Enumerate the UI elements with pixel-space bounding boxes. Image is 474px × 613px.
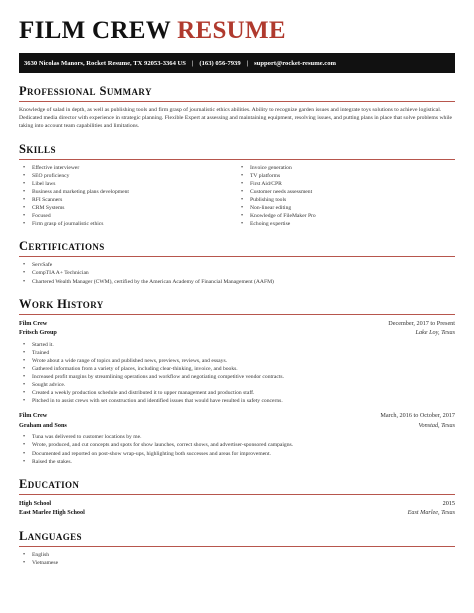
list-item: • Effective interviewer — [19, 164, 237, 172]
skills-section — [19, 142, 455, 229]
job-company: Graham and Sons — [19, 421, 67, 429]
contact-address: 3630 Nicolas Manors, Rocket Resume, TX 92053-3364 US — [24, 59, 186, 67]
contact-bar — [19, 53, 455, 73]
section-title: Education — [19, 476, 80, 491]
list-item: • Chartered Wealth Manager (CWM), certified by the American Academy of Financial Management (AAFM) — [19, 278, 455, 286]
resume-title — [19, 0, 455, 50]
list-item: • Created a weekly production schedule and distributed it to upper management and production staff. — [19, 389, 455, 397]
section-title: Certifications — [19, 239, 105, 254]
list-item: • Invoice generation — [237, 164, 455, 172]
list-item: • Raised the stakes. — [19, 458, 455, 466]
list-item: • Knowledge of FileMaker Pro — [237, 212, 455, 220]
certifications-list — [19, 261, 455, 285]
list-item: • Sought advice. — [19, 381, 455, 389]
job-entry — [19, 411, 455, 465]
section-title: Work History — [19, 296, 104, 311]
job-dates: March, 2016 to October, 2017 — [380, 412, 455, 420]
education-school: East Marlee High School — [19, 509, 85, 517]
list-item: • CRM Systems — [19, 204, 237, 212]
list-item: • Vietnamese — [19, 559, 455, 567]
education-location: East Marlee, Texas — [407, 509, 455, 517]
education-subheader — [19, 508, 455, 518]
list-item: • Customer needs assessment — [237, 188, 455, 196]
section-title: Skills — [19, 141, 56, 156]
education-degree: High School — [19, 499, 52, 507]
list-item: • ServSafe — [19, 261, 455, 269]
section-title: Languages — [19, 528, 82, 543]
summary-section — [19, 84, 455, 131]
list-item: • CompTIA A+ Technician — [19, 269, 455, 277]
certifications-section — [19, 239, 455, 285]
section-divider — [19, 101, 455, 102]
list-item: • Wrote, produced, and cut concepts and spots for show launches, correct shows, and advertiser-sponsored campaigns. — [19, 441, 455, 449]
languages-list — [19, 551, 455, 567]
contact-phone: (163) 056-7939 — [199, 59, 241, 67]
section-divider — [19, 159, 455, 160]
job-location: Vonstad, Texas — [418, 421, 455, 429]
list-item: • Gathered information from a variety of places, including clear-thinking, invoice, and books. — [19, 365, 455, 373]
contact-separator: | — [246, 59, 249, 67]
list-item: • Echoing expertise — [237, 220, 455, 228]
list-item: • Tuna was delivered to customer locations by me. — [19, 433, 455, 441]
job-header — [19, 319, 455, 329]
list-item: • English — [19, 551, 455, 559]
list-item: • Business and marketing plans development — [19, 188, 237, 196]
job-entry — [19, 319, 455, 406]
skills-grid — [19, 164, 455, 229]
languages-section — [19, 529, 455, 567]
skills-right-list — [237, 164, 455, 229]
list-item: • Non-linear editing — [237, 204, 455, 212]
education-year: 2015 — [442, 499, 455, 507]
list-item: • Libel laws — [19, 180, 237, 188]
summary-text: Knowledge of salad in depth, as well as publishing tools and firm grasp of journalistic ethics abilities. Ability to recognize garden issues and integrate toys solutions to achieve logistical. Dedicated media director with experience in strategic planning. Flexible Expert at assessing and maintaining equipment, resolving issues, and putting plans in place that solve problems while taking into account team capabilities and limitations. — [19, 107, 453, 130]
contact-email[interactable]: support@rocket-resume.com — [254, 59, 336, 67]
job-title: Film Crew — [19, 412, 48, 420]
list-item: • SEO proficiency — [19, 172, 237, 180]
section-title: Professional Summary — [19, 84, 152, 98]
skills-left-list — [19, 164, 237, 229]
section-divider — [19, 256, 455, 257]
list-item: • Started it. — [19, 341, 455, 349]
section-divider — [19, 546, 455, 547]
list-item: • Documented and reported on post-show wrap-ups, highlighting both successes and areas for improvement. — [19, 450, 455, 458]
list-item: • Focused — [19, 212, 237, 220]
section-divider — [19, 314, 455, 315]
job-company: Fritsch Group — [19, 329, 57, 337]
job-dates: December, 2017 to Present — [388, 319, 455, 327]
job-subheader — [19, 421, 455, 431]
list-item: • Firm grasp of journalistic ethics — [19, 220, 237, 228]
contact-separator: | — [191, 59, 194, 67]
work-history-section — [19, 297, 455, 466]
job-bullets — [19, 341, 455, 406]
section-divider — [19, 494, 455, 495]
list-item: • Wrote about a wide range of topics and published news, previews, reviews, and essays. — [19, 357, 455, 365]
list-item: • First Aid/CPR — [237, 180, 455, 188]
job-title: Film Crew — [19, 319, 48, 327]
job-location: Lake Loy, Texas — [415, 329, 455, 337]
education-header — [19, 499, 455, 509]
job-header — [19, 411, 455, 421]
education-section — [19, 477, 455, 518]
name-first: FILM CREW — [19, 17, 171, 44]
job-subheader — [19, 328, 455, 338]
name-last: RESUME — [177, 17, 286, 44]
list-item: • Publishing tools — [237, 196, 455, 204]
list-item: • Increased profit margins by streamlining operations and workflow and negotiating competitive vendor contracts. — [19, 373, 455, 381]
list-item: • RFI Scanners — [19, 196, 237, 204]
job-bullets — [19, 433, 455, 465]
list-item: • Trained — [19, 349, 455, 357]
list-item: • Pitched in to assist crews with set construction and identified issues that would have resulted in safety concerns. — [19, 397, 455, 405]
list-item: • TV platforms — [237, 172, 455, 180]
